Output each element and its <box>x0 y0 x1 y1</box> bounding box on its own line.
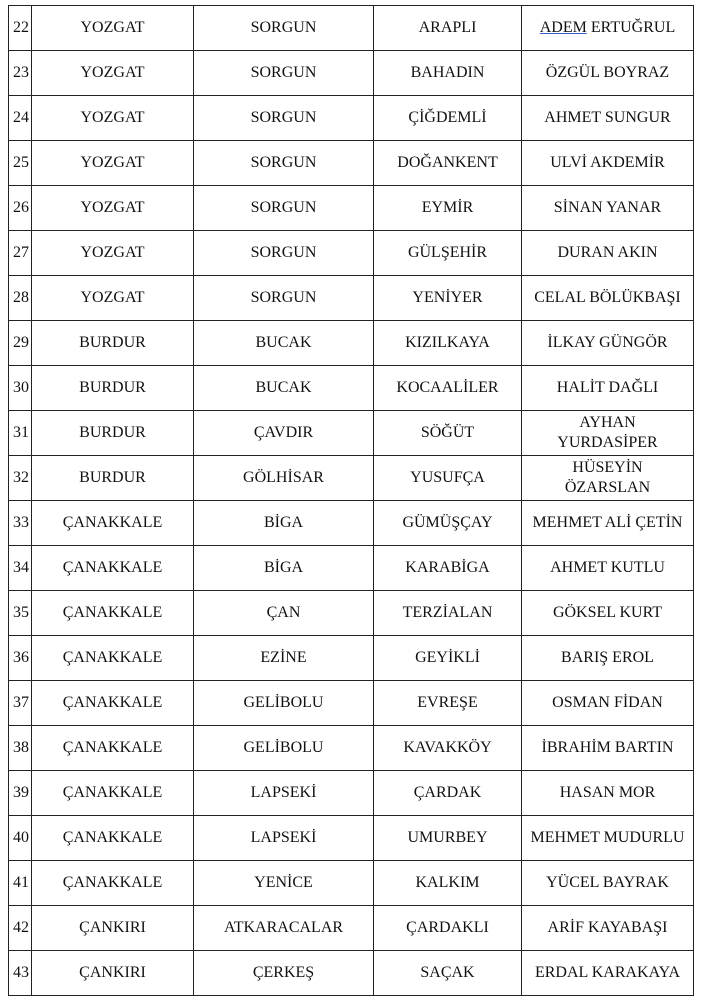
province-cell: YOZGAT <box>32 231 194 276</box>
row-number-cell: 30 <box>9 366 32 411</box>
table-row <box>9 321 694 366</box>
row-number-cell: 36 <box>9 636 32 681</box>
district-cell: SORGUN <box>194 6 374 51</box>
province-cell: YOZGAT <box>32 51 194 96</box>
district-cell: BUCAK <box>194 366 374 411</box>
province-cell: YOZGAT <box>32 276 194 321</box>
table-row <box>9 591 694 636</box>
district-cell: SORGUN <box>194 186 374 231</box>
row-number-cell: 41 <box>9 861 32 906</box>
village-cell: SAÇAK <box>374 951 522 996</box>
district-cell: BUCAK <box>194 321 374 366</box>
district-cell: ÇAVDIR <box>194 411 374 456</box>
name-cell: CELAL BÖLÜKBAŞI <box>522 276 694 321</box>
province-cell: ÇANAKKALE <box>32 726 194 771</box>
row-number-cell: 39 <box>9 771 32 816</box>
row-number-cell: 27 <box>9 231 32 276</box>
row-number-cell: 22 <box>9 6 32 51</box>
name-cell: BARIŞ EROL <box>522 636 694 681</box>
name-cell: ERDAL KARAKAYA <box>522 951 694 996</box>
table-row <box>9 546 694 591</box>
name-cell: HALİT DAĞLI <box>522 366 694 411</box>
village-cell: ÇARDAK <box>374 771 522 816</box>
row-number-cell: 31 <box>9 411 32 456</box>
district-cell: SORGUN <box>194 231 374 276</box>
district-cell: LAPSEKİ <box>194 771 374 816</box>
province-cell: YOZGAT <box>32 141 194 186</box>
row-number-cell: 38 <box>9 726 32 771</box>
district-cell: GELİBOLU <box>194 726 374 771</box>
village-cell: SÖĞÜT <box>374 411 522 456</box>
village-cell: KOCAALİLER <box>374 366 522 411</box>
district-cell: BİGA <box>194 546 374 591</box>
district-cell: GELİBOLU <box>194 681 374 726</box>
name-cell: OSMAN FİDAN <box>522 681 694 726</box>
village-cell: ÇİĞDEMLİ <box>374 96 522 141</box>
name-cell: İLKAY GÜNGÖR <box>522 321 694 366</box>
village-cell: KAVAKKÖY <box>374 726 522 771</box>
province-cell: ÇANAKKALE <box>32 771 194 816</box>
row-number-cell: 23 <box>9 51 32 96</box>
district-cell: BİGA <box>194 501 374 546</box>
table-row <box>9 861 694 906</box>
name-cell <box>522 456 694 501</box>
table-row <box>9 771 694 816</box>
table-row <box>9 501 694 546</box>
province-cell: ÇANAKKALE <box>32 501 194 546</box>
district-cell: SORGUN <box>194 96 374 141</box>
row-number-cell: 33 <box>9 501 32 546</box>
name-cell: ÖZGÜL BOYRAZ <box>522 51 694 96</box>
province-cell: ÇANKIRI <box>32 906 194 951</box>
name-cell: SİNAN YANAR <box>522 186 694 231</box>
row-number-cell: 29 <box>9 321 32 366</box>
province-cell: ÇANAKKALE <box>32 591 194 636</box>
name-cell: AHMET SUNGUR <box>522 96 694 141</box>
province-cell: ÇANAKKALE <box>32 546 194 591</box>
village-cell: BAHADIN <box>374 51 522 96</box>
name-cell: ULVİ AKDEMİR <box>522 141 694 186</box>
name-first-part: ADEM <box>539 19 587 36</box>
table-row <box>9 681 694 726</box>
table-row <box>9 366 694 411</box>
data-table <box>8 5 694 996</box>
district-cell: LAPSEKİ <box>194 816 374 861</box>
row-number-cell: 32 <box>9 456 32 501</box>
province-cell: ÇANAKKALE <box>32 861 194 906</box>
district-cell: GÖLHİSAR <box>194 456 374 501</box>
province-cell: BURDUR <box>32 366 194 411</box>
province-cell: BURDUR <box>32 321 194 366</box>
village-cell: KALKIM <box>374 861 522 906</box>
row-number-cell: 34 <box>9 546 32 591</box>
name-cell: MEHMET MUDURLU <box>522 816 694 861</box>
province-cell: YOZGAT <box>32 6 194 51</box>
district-cell: ATKARACALAR <box>194 906 374 951</box>
name-line-2: ÖZARSLAN <box>564 479 651 496</box>
name-cell <box>522 6 694 51</box>
province-cell: BURDUR <box>32 456 194 501</box>
village-cell: DOĞANKENT <box>374 141 522 186</box>
village-cell: YUSUFÇA <box>374 456 522 501</box>
name-cell: HASAN MOR <box>522 771 694 816</box>
row-number-cell: 43 <box>9 951 32 996</box>
district-cell: ÇERKEŞ <box>194 951 374 996</box>
table-row <box>9 726 694 771</box>
name-rest-part: ERTUĞRUL <box>586 19 676 36</box>
village-cell: GEYİKLİ <box>374 636 522 681</box>
table-row <box>9 456 694 501</box>
name-line-1: AYHAN <box>579 414 636 431</box>
row-number-cell: 26 <box>9 186 32 231</box>
table-row <box>9 141 694 186</box>
province-cell: ÇANKIRI <box>32 951 194 996</box>
village-cell: UMURBEY <box>374 816 522 861</box>
table-row <box>9 186 694 231</box>
name-line-2: YURDASİPER <box>557 434 658 451</box>
district-cell: SORGUN <box>194 141 374 186</box>
table-row <box>9 96 694 141</box>
district-cell: EZİNE <box>194 636 374 681</box>
village-cell: EYMİR <box>374 186 522 231</box>
row-number-cell: 40 <box>9 816 32 861</box>
name-cell: DURAN AKIN <box>522 231 694 276</box>
village-cell: GÜMÜŞÇAY <box>374 501 522 546</box>
table-body <box>9 6 694 996</box>
table-row <box>9 276 694 321</box>
name-cell: MEHMET ALİ ÇETİN <box>522 501 694 546</box>
village-cell: KIZILKAYA <box>374 321 522 366</box>
name-cell: GÖKSEL KURT <box>522 591 694 636</box>
table-row <box>9 51 694 96</box>
village-cell: YENİYER <box>374 276 522 321</box>
row-number-cell: 35 <box>9 591 32 636</box>
row-number-cell: 42 <box>9 906 32 951</box>
row-number-cell: 25 <box>9 141 32 186</box>
table-row <box>9 411 694 456</box>
village-cell: KARABİGA <box>374 546 522 591</box>
village-cell: ARAPLI <box>374 6 522 51</box>
village-cell: EVREŞE <box>374 681 522 726</box>
district-cell: SORGUN <box>194 51 374 96</box>
row-number-cell: 24 <box>9 96 32 141</box>
name-cell: ARİF KAYABAŞI <box>522 906 694 951</box>
village-cell: GÜLŞEHİR <box>374 231 522 276</box>
table-row <box>9 906 694 951</box>
table-row <box>9 951 694 996</box>
province-cell: BURDUR <box>32 411 194 456</box>
table-row <box>9 6 694 51</box>
row-number-cell: 28 <box>9 276 32 321</box>
province-cell: ÇANAKKALE <box>32 681 194 726</box>
district-cell: SORGUN <box>194 276 374 321</box>
row-number-cell: 37 <box>9 681 32 726</box>
name-cell: YÜCEL BAYRAK <box>522 861 694 906</box>
table-row <box>9 816 694 861</box>
province-cell: YOZGAT <box>32 186 194 231</box>
table-row <box>9 231 694 276</box>
province-cell: YOZGAT <box>32 96 194 141</box>
table-row <box>9 636 694 681</box>
name-cell <box>522 411 694 456</box>
district-cell: YENİCE <box>194 861 374 906</box>
village-cell: ÇARDAKLI <box>374 906 522 951</box>
name-line-1: HÜSEYİN <box>572 459 643 476</box>
village-cell: TERZİALAN <box>374 591 522 636</box>
name-cell: İBRAHİM BARTIN <box>522 726 694 771</box>
province-cell: ÇANAKKALE <box>32 816 194 861</box>
province-cell: ÇANAKKALE <box>32 636 194 681</box>
district-cell: ÇAN <box>194 591 374 636</box>
name-cell: AHMET KUTLU <box>522 546 694 591</box>
